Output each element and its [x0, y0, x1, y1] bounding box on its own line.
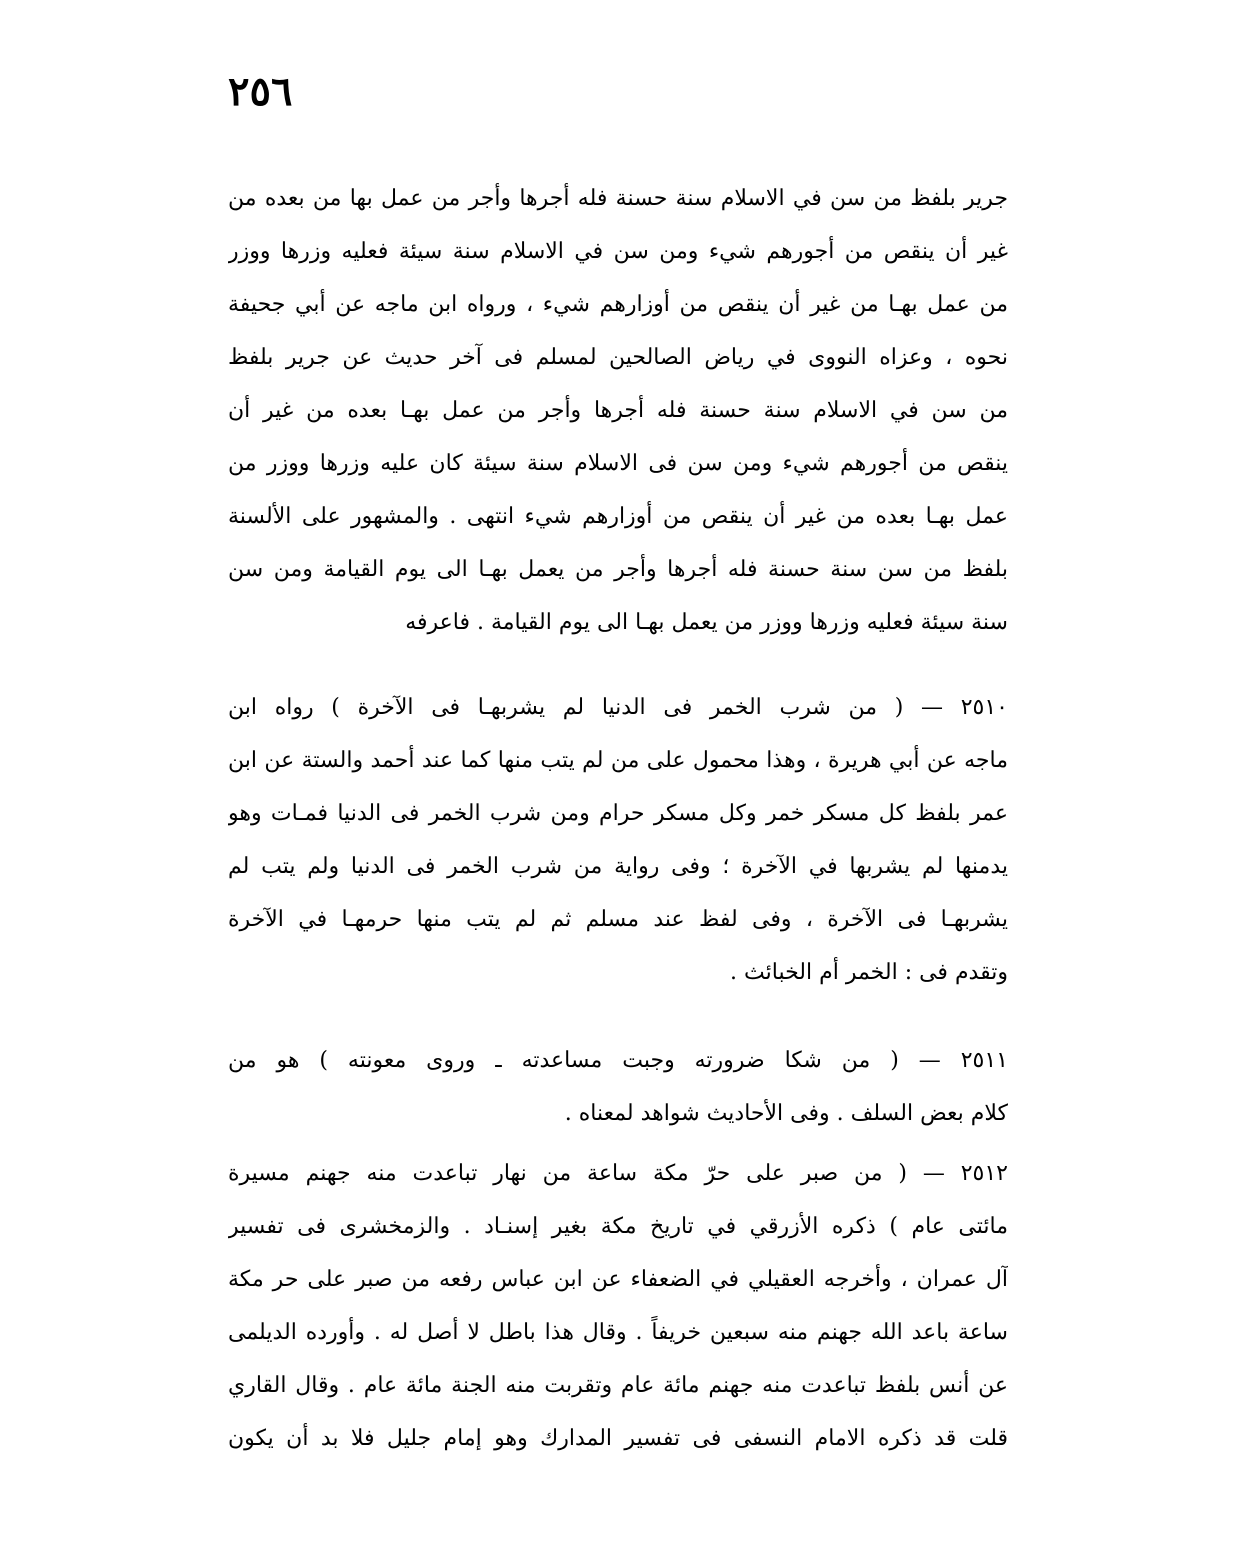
text-line: من سن في الاسلام سنة حسنة فله أجرها وأجر من عمل بهـا بعده من غير أن	[228, 398, 1008, 423]
text-line: كلام بعض السلف . وفى الأحاديث شواهد لمعناه .	[564, 1101, 1008, 1126]
paragraph-2512	[228, 1147, 1008, 1465]
text-line: من عمل بهـا من غير أن ينقص من أوزارهم شيء ، ورواه ابن ماجه عن أبي جحيفة	[228, 292, 1008, 317]
text-line: ٢٥١٠ — ( من شرب الخمر فى الدنيا لم يشربهـا فى الآخرة ) رواه ابن	[228, 695, 1008, 720]
text-line: قلت قد ذكره الامام النسفى فى تفسير المدارك وهو إمام جليل فلا بد أن يكون	[228, 1426, 1008, 1451]
text-line: سنة سيئة فعليه وزرها ووزر من يعمل بهـا الى يوم القيامة . فاعرفه	[405, 610, 1008, 635]
paragraph-1	[228, 172, 1008, 649]
text-line: بلفظ من سن سنة حسنة فله أجرها وأجر من يعمل بهـا الى يوم القيامة ومن سن	[228, 557, 1008, 582]
text-line: عمل بهـا بعده من غير أن ينقص من أوزارهم شيء انتهى . والمشهور على الألسنة	[228, 504, 1008, 529]
text-line: آل عمران ، وأخرجه العقيلي في الضعفاء عن ابن عباس رفعه من صبر على حر مكة	[228, 1267, 1008, 1292]
paragraph-2511	[228, 1034, 1008, 1140]
text-line: ٢٥١٢ — ( من صبر على حرّ مكة ساعة من نهار تباعدت منه جهنم مسيرة	[228, 1161, 1008, 1186]
paragraph-2510	[228, 681, 1008, 999]
text-line: جرير بلفظ من سن في الاسلام سنة حسنة فله أجرها وأجر من عمل بها من بعده من	[228, 186, 1008, 211]
text-line: مائتى عام ) ذكره الأزرقي في تاريخ مكة بغير إسنـاد . والزمخشرى فى تفسير	[228, 1214, 1008, 1239]
text-line: يدمنها لم يشربها في الآخرة ؛ وفى رواية من شرب الخمر فى الدنيا ولم يتب لم	[228, 854, 1008, 879]
page-number: ٢٥٦	[228, 68, 293, 115]
text-line: يشربهـا فى الآخرة ، وفى لفظ عند مسلم ثم لم يتب منها حرمهـا في الآخرة	[228, 907, 1008, 932]
text-line: ساعة باعد الله جهنم منه سبعين خريفاً . وقال هذا باطل لا أصل له . وأورده الديلمى	[228, 1320, 1008, 1345]
text-line: وتقدم فى : الخمر أم الخبائث .	[730, 960, 1008, 985]
text-line: ٢٥١١ — ( من شكا ضرورته وجبت مساعدته ـ وروى معونته ) هو من	[228, 1048, 1008, 1073]
text-line: ماجه عن أبي هريرة ، وهذا محمول على من لم يتب منها كما عند أحمد والستة عن ابن	[228, 748, 1008, 773]
text-line: نحوه ، وعزاه النووى في رياض الصالحين لمسلم فى آخر حديث عن جرير بلفظ	[228, 345, 1008, 370]
text-line: غير أن ينقص من أجورهم شيء ومن سن في الاسلام سنة سيئة فعليه وزرها ووزر	[228, 239, 1008, 264]
text-line: ينقص من أجورهم شيء ومن سن فى الاسلام سنة سيئة كان عليه وزرها ووزر من	[228, 451, 1008, 476]
text-line: عن أنس بلفظ تباعدت منه جهنم مائة عام وتقربت منه الجنة مائة عام . وقال القاري	[228, 1373, 1008, 1398]
text-line: عمر بلفظ كل مسكر خمر وكل مسكر حرام ومن شرب الخمر فى الدنيا فمـات وهو	[228, 801, 1008, 826]
